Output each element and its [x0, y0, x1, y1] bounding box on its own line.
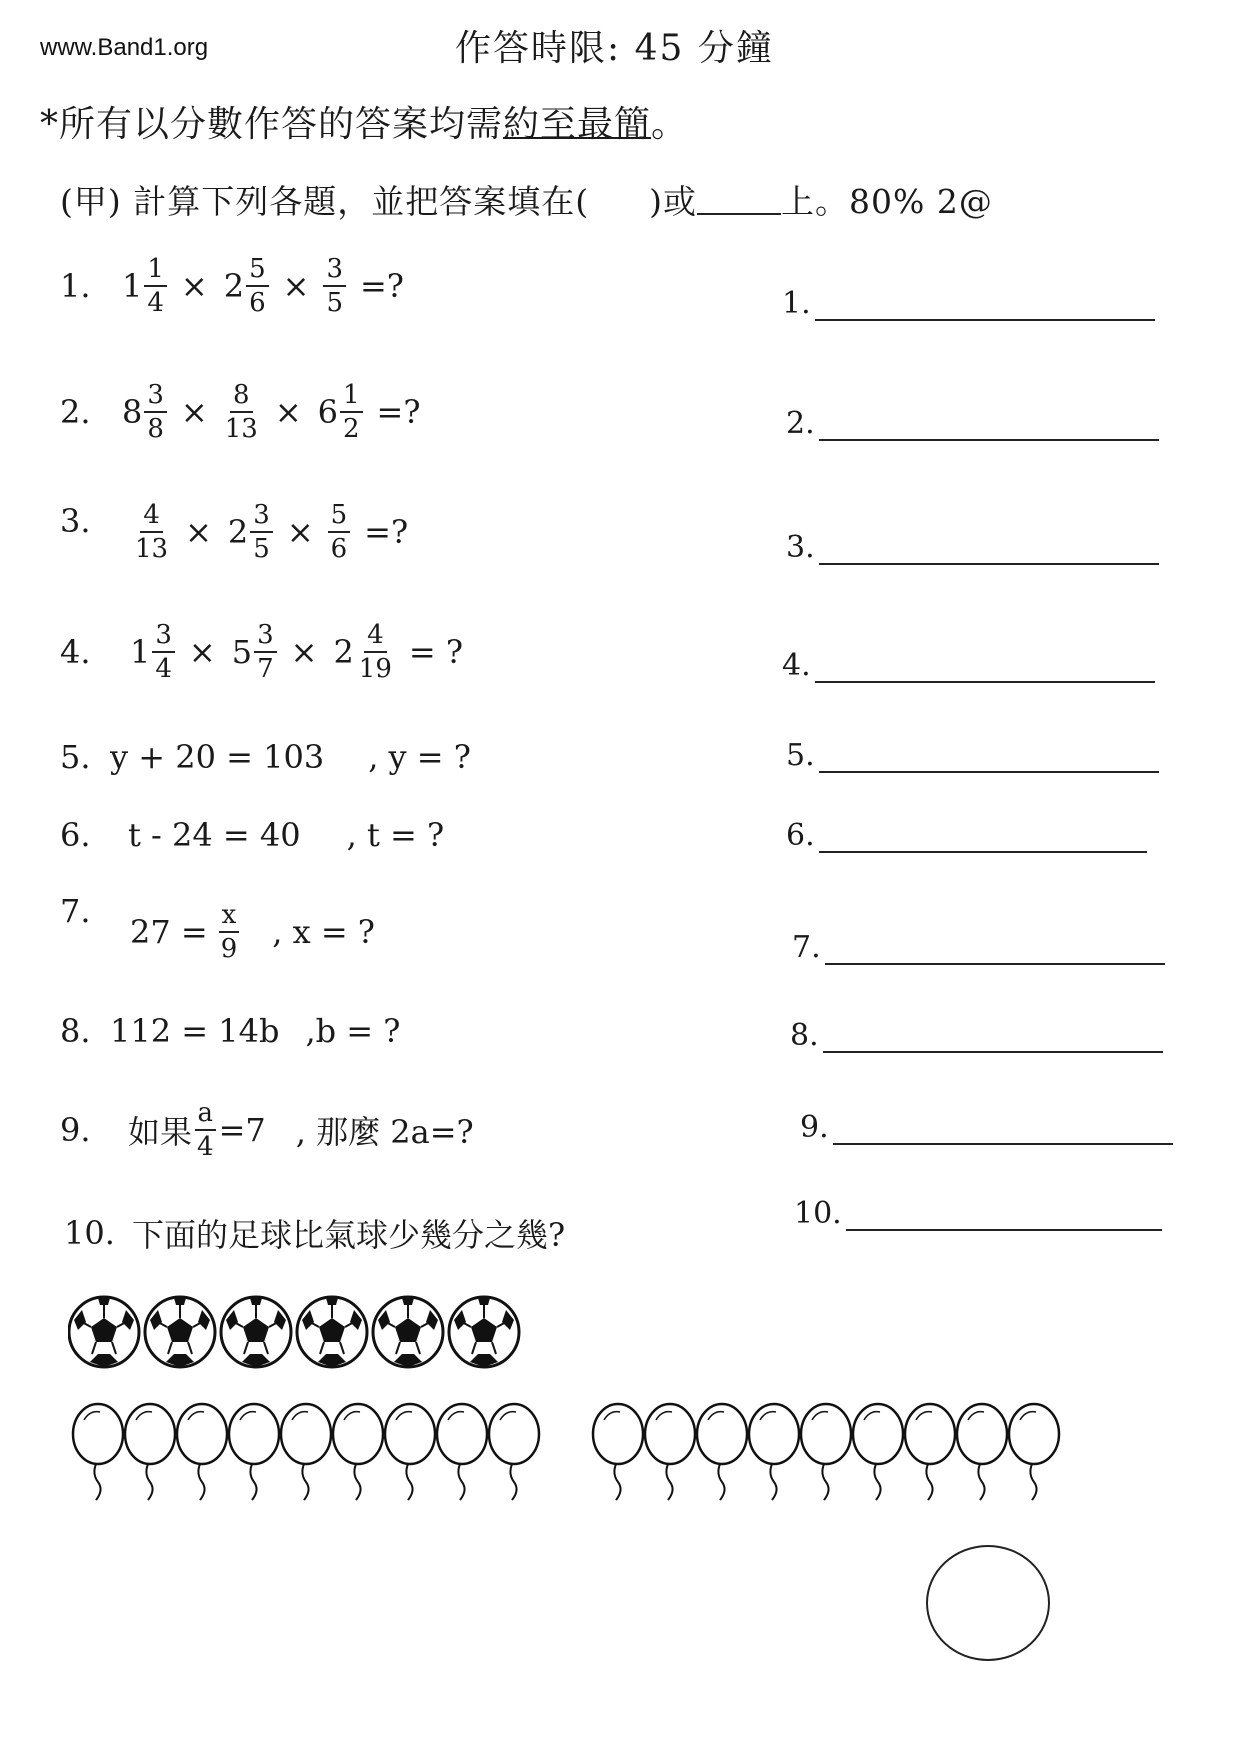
question-7 [60, 892, 375, 962]
whole-number: 2 [227, 513, 249, 551]
balloon-icon [333, 1404, 383, 1500]
note-prefix: *所有以分數作答的答案均需 [40, 104, 504, 145]
instruction-note [40, 96, 688, 147]
balloon-icon [125, 1404, 175, 1500]
balloon-icon [957, 1404, 1007, 1500]
denominator: 13 [135, 534, 169, 564]
operator: × [180, 267, 208, 305]
answer-number: 9. [800, 1110, 829, 1145]
equals-question: =? [359, 267, 404, 305]
blank-line[interactable] [846, 1203, 1162, 1231]
soccer-balls-row [68, 1290, 528, 1380]
blank-line[interactable] [825, 937, 1165, 965]
question-9 [60, 1100, 474, 1160]
balloons-row [70, 1400, 1090, 1510]
operator: × [286, 513, 314, 551]
blank-line[interactable] [819, 745, 1159, 773]
note-underlined: 約至最簡 [503, 104, 652, 145]
question-1 [60, 256, 416, 316]
numerator: 1 [340, 382, 363, 413]
balloon-icon [853, 1404, 903, 1500]
question-number: 6. [60, 816, 91, 854]
denominator: 8 [147, 414, 164, 444]
denominator: 4 [155, 654, 172, 684]
equation-prefix: 如果 [128, 1113, 193, 1151]
question-number: 5. [60, 738, 91, 776]
answer-line-4 [782, 648, 1155, 683]
fraction [356, 622, 395, 682]
answer-number: 7. [792, 930, 821, 965]
denominator: 2 [342, 414, 360, 444]
blank-line[interactable] [815, 293, 1155, 321]
whole-number: 2 [333, 633, 354, 671]
section-heading [60, 176, 993, 223]
question-8 [60, 1012, 400, 1050]
numerator: 5 [246, 256, 269, 287]
equation: t - 24 = 40 [128, 816, 301, 854]
fraction [222, 382, 261, 442]
equation: y + 20 = 103 [110, 738, 325, 776]
question-number: 4. [60, 633, 91, 671]
blank-line[interactable] [833, 1117, 1173, 1145]
balloon-icon [281, 1404, 331, 1500]
operator: × [180, 393, 208, 431]
balloon-icon [645, 1404, 695, 1500]
score-circle [926, 1545, 1050, 1661]
soccer-ball-icon [69, 1297, 139, 1367]
equation-group [130, 902, 375, 962]
balloon-icon [1009, 1404, 1059, 1500]
equation-mid: =7 [218, 1111, 266, 1149]
fraction [254, 622, 277, 682]
fraction [144, 256, 167, 316]
denominator: 5 [253, 534, 270, 564]
question-5 [60, 738, 471, 776]
blank-line[interactable] [819, 537, 1159, 565]
numerator: 3 [144, 382, 167, 413]
balloon-icon [801, 1404, 851, 1500]
fraction [218, 902, 241, 962]
balloon-icon [489, 1404, 539, 1500]
answer-line-6 [786, 818, 1147, 853]
answer-number: 10. [794, 1196, 842, 1231]
denominator: 4 [147, 288, 164, 318]
balloon-icon [177, 1404, 227, 1500]
numerator: 5 [328, 502, 351, 533]
denominator: 6 [249, 288, 266, 318]
balloon-icon [593, 1404, 643, 1500]
fraction [132, 502, 171, 562]
fraction [250, 502, 273, 562]
fraction [340, 382, 363, 442]
fraction [246, 256, 269, 316]
question-2 [60, 382, 433, 442]
soccer-ball-icon [449, 1297, 519, 1367]
question-6 [60, 816, 444, 854]
answer-line-3 [786, 530, 1159, 565]
find-variable: ,b = ? [305, 1012, 401, 1050]
answer-line-8 [790, 1018, 1163, 1053]
soccer-ball-icon [221, 1297, 291, 1367]
numerator: 3 [323, 256, 346, 287]
question-number: 7. [60, 892, 91, 930]
fraction [194, 1100, 217, 1160]
find-variable: , t = ? [346, 816, 445, 854]
answer-number: 1. [782, 286, 811, 321]
operator: × [188, 633, 216, 671]
question-number: 9. [60, 1111, 91, 1149]
operator: × [274, 393, 302, 431]
question-number: 3. [60, 502, 91, 540]
question-text: 下面的足球比氣球少幾分之幾? [132, 1216, 566, 1254]
equals-question: = ? [408, 633, 464, 671]
balloon-icon [73, 1404, 123, 1500]
answer-number: 2. [786, 406, 815, 441]
numerator: 4 [364, 622, 387, 653]
numerator: 1 [144, 256, 167, 287]
question-10 [64, 1210, 565, 1256]
note-suffix: 。 [651, 104, 689, 145]
answer-line-1 [782, 286, 1155, 321]
whole-number: 5 [231, 633, 253, 671]
denominator: 5 [326, 288, 343, 318]
whole-number: 6 [317, 393, 338, 431]
blank-line[interactable] [819, 413, 1159, 441]
blank-line[interactable] [815, 655, 1155, 683]
answer-number: 8. [790, 1018, 819, 1053]
denominator: 4 [197, 1132, 214, 1162]
answer-number: 3. [786, 530, 815, 565]
answer-number: 4. [782, 648, 811, 683]
whole-number: 1 [122, 267, 143, 305]
balloon-icon [697, 1404, 747, 1500]
answer-line-7 [792, 930, 1165, 965]
numerator: 3 [254, 622, 277, 653]
balloon-icon [385, 1404, 435, 1500]
numerator: a [195, 1100, 217, 1131]
answer-line-9 [800, 1110, 1173, 1145]
fraction [323, 256, 346, 316]
balloon-icon [437, 1404, 487, 1500]
find-variable: , x = ? [272, 913, 375, 951]
blank-line[interactable] [823, 1025, 1163, 1053]
soccer-ball-icon [297, 1297, 367, 1367]
whole-number: 8 [122, 393, 143, 431]
question-number: 8. [60, 1012, 91, 1050]
balloon-icon [905, 1404, 955, 1500]
fraction [152, 622, 175, 682]
section-prefix: (甲) 計算下列各題，並把答案填在( [60, 182, 590, 221]
section-suffix: 上。80% 2@ [781, 182, 993, 221]
blank-line[interactable] [819, 825, 1147, 853]
find-value: , 那麼 2a=? [295, 1113, 474, 1151]
denominator: 19 [358, 654, 392, 684]
answer-line-10 [794, 1196, 1162, 1231]
denominator: 13 [224, 414, 258, 444]
balloon-icon [749, 1404, 799, 1500]
equals-question: =? [364, 513, 409, 551]
numerator: x [219, 902, 240, 933]
blank-line [697, 185, 781, 215]
equals-question: =? [376, 393, 421, 431]
soccer-ball-icon [145, 1297, 215, 1367]
question-number: 1. [60, 267, 91, 305]
operator: × [282, 267, 310, 305]
numerator: 4 [140, 502, 163, 533]
answer-number: 6. [786, 818, 815, 853]
question-number: 2. [60, 393, 91, 431]
find-variable: , y = ? [368, 738, 471, 776]
answer-line-2 [786, 406, 1159, 441]
denominator: 9 [220, 934, 238, 964]
denominator: 6 [330, 534, 348, 564]
operator: × [290, 633, 318, 671]
denominator: 7 [257, 654, 274, 684]
watermark: www.Band1.org [40, 34, 209, 61]
whole-number: 1 [130, 633, 151, 671]
numerator: 3 [250, 502, 273, 533]
question-number: 10. [64, 1214, 115, 1252]
equation: 112 = 14b [110, 1012, 280, 1050]
fraction [144, 382, 167, 442]
operator: × [185, 513, 212, 551]
answer-line-5 [786, 738, 1159, 773]
answer-number: 5. [786, 738, 815, 773]
equation-left: 27 = [130, 913, 208, 951]
question-3 [60, 502, 420, 562]
whole-number: 2 [223, 267, 245, 305]
numerator: 8 [230, 382, 253, 413]
section-middle: )或 [649, 182, 697, 221]
time-limit: 作答時限: 45 分鐘 [455, 28, 774, 69]
soccer-ball-icon [373, 1297, 443, 1367]
fraction [328, 502, 351, 562]
balloon-icon [229, 1404, 279, 1500]
numerator: 3 [152, 622, 175, 653]
question-4 [60, 622, 475, 682]
